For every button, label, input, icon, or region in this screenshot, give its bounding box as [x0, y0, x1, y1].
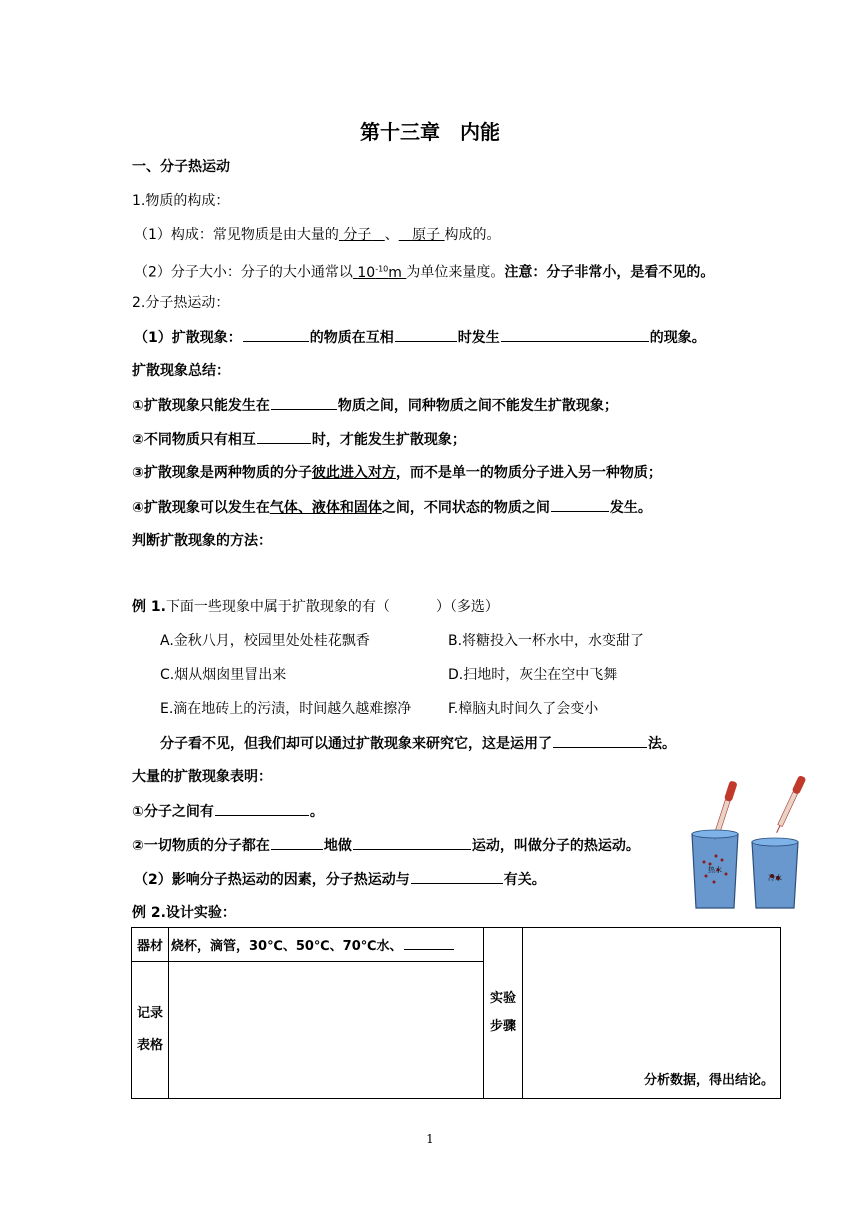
equipment-cell: 烧杯，滴管，30℃、50℃、70℃水、 [169, 928, 484, 962]
beaker-cold [752, 838, 798, 908]
blank[interactable] [501, 328, 649, 342]
page-title [0, 116, 860, 145]
diffusion-definition: （1）扩散现象： 的物质在互相 时发生 的现象。 [134, 330, 706, 346]
molecule-size-line: （2）分子大小：分子的大小通常以 $10^{-10}m$ 为单位来量度。注意：分子非常小，是看不见的。 [134, 264, 715, 281]
section-heading: 一、分子热运动 [132, 159, 230, 175]
steps-cell[interactable] [523, 928, 781, 1099]
composition-line: （1）构成：常见物质是由大量的 分子 、 原子 构成的。 [134, 227, 501, 243]
summary-item-1: ①扩散现象只能发生在 物质之间，同种物质之间不能发生扩散现象； [132, 398, 618, 414]
beaker-hot-label: 热水 [708, 866, 722, 874]
record-label: 记录 表格 [132, 962, 169, 1099]
blank[interactable] [243, 328, 309, 342]
option-a: A.金秋八月，校园里处处桂花飘香 [160, 633, 370, 649]
blank[interactable] [551, 498, 609, 512]
option-d: D.扫地时，灰尘在空中飞舞 [448, 667, 618, 683]
blank[interactable] [271, 836, 323, 850]
option-b: B.将糖投入一杯水中，水变甜了 [448, 633, 645, 649]
note: 注意：分子非常小，是看不见的。 [504, 264, 715, 281]
answer-molecule: 分子 [343, 227, 372, 243]
option-f: F.樟脑丸时间久了会变小 [448, 701, 599, 717]
beaker-illustration [686, 772, 816, 917]
blank[interactable] [353, 836, 471, 850]
blank[interactable] [215, 802, 309, 816]
summary-heading: 扩散现象总结： [132, 363, 230, 379]
conclusion-text: 分析数据，得出结论。 [643, 1073, 774, 1088]
summary-item-4: ④扩散现象可以发生在气体、液体和固体之间，不同状态的物质之间 发生。 [132, 500, 652, 516]
page-number: 1 [426, 1132, 434, 1146]
summary-item-3: ③扩散现象是两种物质的分子彼此进入对方，而不是单一的物质分子进入另一种物质； [132, 465, 662, 481]
blank[interactable] [411, 870, 503, 884]
record-cell[interactable] [169, 962, 484, 1099]
chapter-number: 第十三章 [360, 120, 440, 144]
blank[interactable] [271, 396, 337, 410]
subheading-thermal-motion: 2.分子热运动： [132, 295, 230, 311]
beaker-cold-label: 冷水 [768, 874, 782, 882]
factor-line: （2）影响分子热运动的因素，分子热运动与 有关。 [134, 872, 546, 888]
summary-item-2: ②不同物质只有相互 时，才能发生扩散现象； [132, 432, 466, 448]
conclusion-2: ②一切物质的分子都在 地做 运动，叫做分子的热运动。 [132, 838, 640, 854]
equipment-label: 器材 [132, 928, 169, 962]
chapter-name: 内能 [460, 120, 500, 144]
example-2: 例 2.设计实验： [132, 905, 236, 921]
option-c: C.烟从烟囱里冒出来 [160, 667, 287, 683]
beaker-hot [692, 830, 738, 908]
blank[interactable] [395, 328, 457, 342]
blank[interactable] [257, 430, 311, 444]
evidence-heading: 大量的扩散现象表明： [132, 769, 272, 785]
example-1: 例 1.下面一些现象中属于扩散现象的有（ ）（多选） [132, 599, 499, 615]
answer-size: $10^{-10}m$ [357, 264, 402, 281]
steps-label: 实验 步骤 [484, 928, 523, 1099]
conclusion-1: ①分子之间有 。 [132, 804, 324, 820]
dropper-right [773, 775, 806, 835]
experiment-table [131, 927, 781, 1099]
blank[interactable] [553, 734, 647, 748]
option-e: E.滴在地砖上的污渍，时间越久越难擦净 [160, 701, 412, 717]
blank[interactable] [404, 936, 454, 950]
judge-heading: 判断扩散现象的方法： [132, 533, 272, 549]
subheading-composition: 1.物质的构成： [132, 193, 230, 209]
answer-atom: 原子 [412, 227, 441, 243]
method-line: 分子看不见，但我们却可以通过扩散现象来研究它，这是运用了 法。 [160, 736, 676, 752]
